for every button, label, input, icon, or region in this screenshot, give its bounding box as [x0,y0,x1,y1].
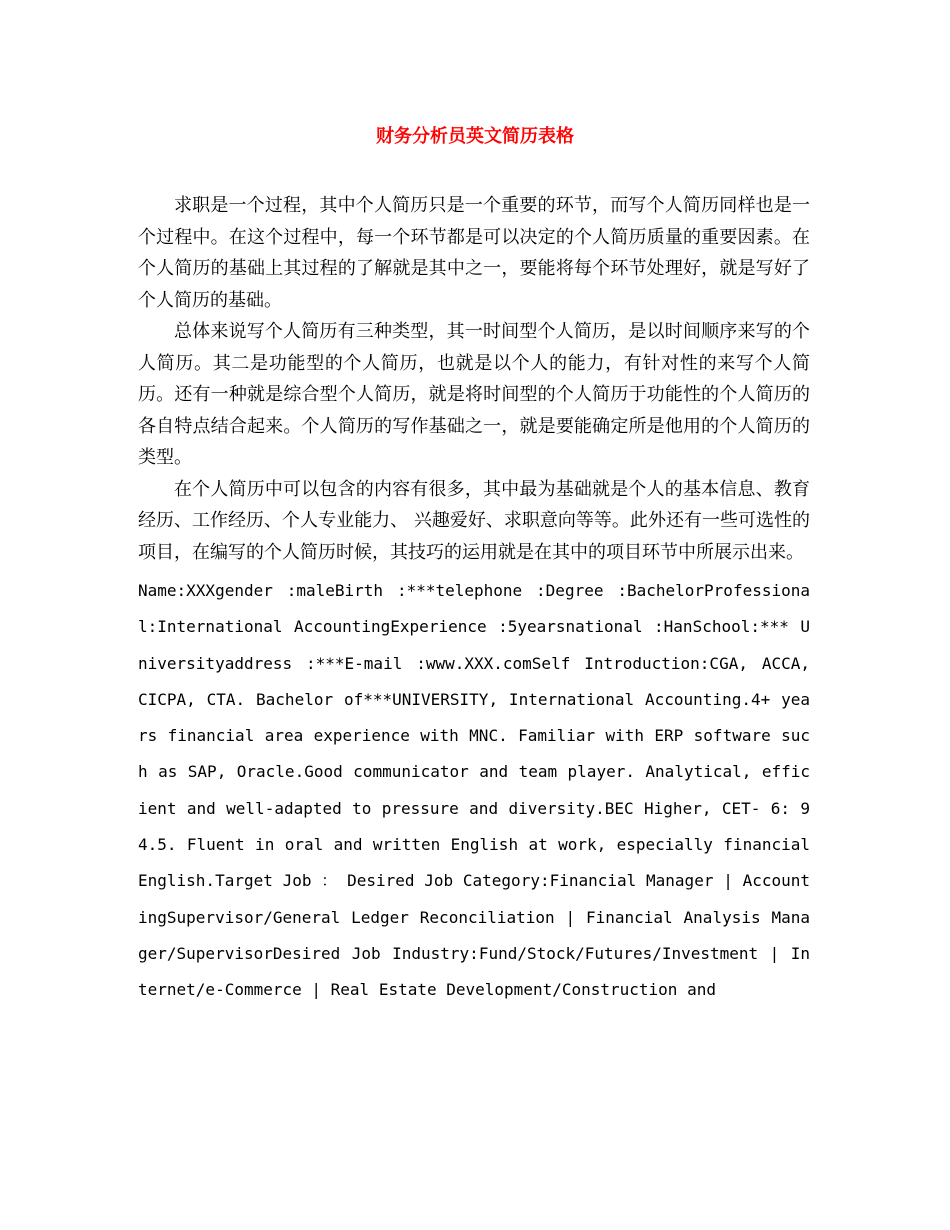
english-resume-text: Name:XXXgender :maleBirth :***telephone :Degree :BachelorProfessional:International AccountingExperience :5yearsnational :HanSchool:*** Universityaddress :***E-mail :www.XXX.comSelf Introduction:CGA, ACCA, CICPA, CTA. Bachelor of***UNIVERSITY, International Accounting.4+ years financial area experience with MNC. Familiar with ERP software such as SAP, Oracle.Good communicator and team player. Analytical, efficient and well-adapted to pressure and diversity.BEC Higher, CET- 6: 94.5. Fluent in oral and written English at work, especially financial English.Target Job ： Desired Job Category:Financial Manager | AccountingSupervisor/General Ledger Reconciliation | Financial Analysis Manager/SupervisorDesired Job Industry:Fund/Stock/Futures/Investment | Internet/e-Commerce | Real Estate Development/Construction and [138,581,810,1000]
intro-paragraph: 求职是一个过程，其中个人简历只是一个重要的环节，而写个人简历同样也是一个过程中。在这个过程中，每一个环节都是可以决定的个人简历质量的重要因素。在个人简历的基础上其过程的了解就是其中之一，要能将每个环节处理好，就是写好了个人简历的基础。 [138,195,810,311]
document-title: 财务分析员英文简历表格 [376,126,574,147]
resume-types-paragraph: 总体来说写个人简历有三种类型，其一时间型个人简历，是以时间顺序来写的个人简历。其二是功能型的个人简历，也就是以个人的能力，有针对性的来写个人简历。还有一种就是综合型个人简历，就是将时间型的个人简历于功能性的个人简历的各自特点结合起来。个人简历的写作基础之一，就是要能确定所是他用的个人简历的类型。 [138,321,810,468]
resume-contents-paragraph: 在个人简历中可以包含的内容有很多，其中最为基础就是个人的基本信息、教育经历、工作经历、个人专业能力、 兴趣爱好、求职意向等等。此外还有一些可选性的项目，在编写的个人简历时候，其技巧的运用就是在其中的项目环节中所展示出来。 [138,478,810,563]
document-body [138,190,810,1009]
